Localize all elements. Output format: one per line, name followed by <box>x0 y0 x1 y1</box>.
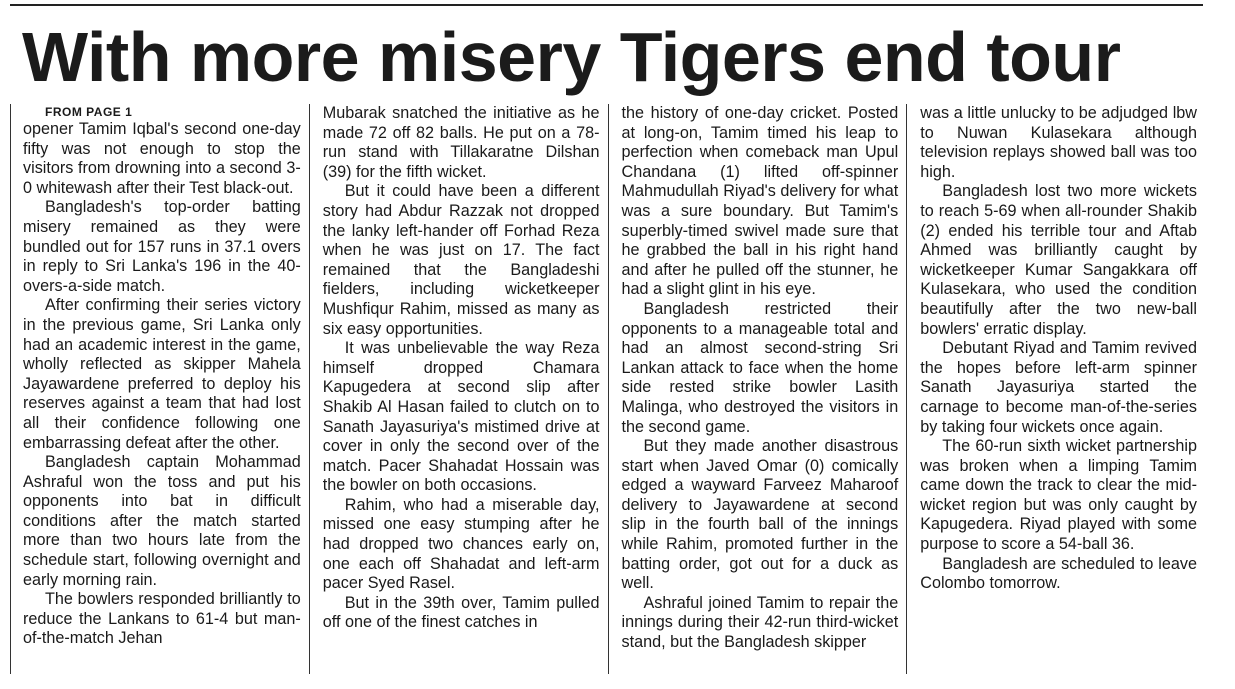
paragraph: But in the 39th over, Tamim pulled off one of the finest catches in <box>322 593 600 632</box>
paragraph: The bowlers responded brilliantly to reduce the Lankans to 61-4 but man-of-the-match Jehan <box>23 590 301 648</box>
paragraph: Bangladesh lost two more wickets to reach 5-69 when all-rounder Shakib (2) ended his terrible tour and Aftab Ahmed was brilliantly caught by wicketkeeper Kumar Sangakkara off Kulasekara, who used the condition beautifully after the two new-ball bowlers' erratic display. <box>920 182 1197 338</box>
paragraph: Bangladesh restricted their opponents to a manageable total and had an almost second-string Sri Lankan attack to face when the home side rested strike bowler Lasith Malinga, who destroyed the visitors in the second game. <box>621 299 899 436</box>
continuation-kicker: FROM PAGE 1 <box>45 105 133 119</box>
article-column-4 <box>906 104 1205 674</box>
paragraph: But they made another disastrous start when Javed Omar (0) comically edged a wayward Farveez Maharoof delivery to Jayawardene at second slip in the fourth ball of the innings while Rahim, promoted further in the batting order, got out for a duck as well. <box>621 437 899 593</box>
headline: With more misery Tigers end tour <box>22 18 1121 96</box>
paragraph: Bangladesh captain Mohammad Ashraful won the toss and put his opponents into bat in difficult conditions after the match started more than two hours late from the schedule start, following overnight and early morning rain. <box>23 453 301 589</box>
paragraph: The 60-run sixth wicket partnership was broken when a limping Tamim came down the track to clear the mid-wicket region but was only caught by Kapugedera. Riyad played with some purpose to score a 54-ball 36. <box>920 437 1197 554</box>
paragraph: opener Tamim Iqbal's second one-day fifty was not enough to stop the visitors from drowning into a second 3-0 whitewash after their Test black-out. <box>23 120 301 197</box>
paragraph: But it could have been a different story had Abdur Razzak not dropped the lanky left-hander off Forhad Reza when he was just on 17. The fact remained that the Bangladeshi fielders, including wicketkeeper Mushfiqur Rahim, missed as many as six easy opportunities. <box>322 182 600 338</box>
paragraph: After confirming their series victory in the previous game, Sri Lanka only had an academic interest in the game, wholly reflected as skipper Mahela Jayawardene preferred to deploy his reserves against a team that had lost all their confidence following one embarrassing defeat after the other. <box>23 296 301 452</box>
paragraph: Bangladesh are scheduled to leave Colombo tomorrow. <box>920 554 1197 593</box>
paragraph: Bangladesh's top-order batting misery remained as they were bundled out for 157 runs in 37.1 overs in reply to Sri Lanka's 196 in the 40-overs-a-side match. <box>23 198 301 295</box>
article-column-2 <box>309 104 608 674</box>
paragraph: It was unbelievable the way Reza himself dropped Chamara Kapugedera at second slip after Shakib Al Hasan failed to clutch on to Sanath Jayasuriya's mistimed drive at cover in only the second over of the match. Pacer Shahadat Hossain was the bowler on both occasions. <box>322 339 600 495</box>
paragraph: Debutant Riyad and Tamim revived the hopes before left-arm spinner Sanath Jayasuriya started the carnage to become man-of-the-series by taking four wickets once again. <box>920 339 1197 436</box>
paragraph: the history of one-day cricket. Posted at long-on, Tamim timed his leap to perfection when comeback man Upul Chandana (1) lifted off-spinner Mahmudullah Riyad's delivery for what was a sure boundary. But Tamim's superbly-timed swivel made sure that he grabbed the ball in his right hand and after he pulled off the stunner, he had a slight glint in his eye. <box>621 104 899 299</box>
paragraph: was a little unlucky to be adjudged lbw to Nuwan Kulasekara although television replays showed ball was too high. <box>920 104 1197 181</box>
article-column-1 <box>10 104 309 674</box>
article-body <box>10 104 1205 674</box>
paragraph: Ashraful joined Tamim to repair the innings during their 42-run third-wicket stand, but the Bangladesh skipper <box>621 593 899 652</box>
article-column-3 <box>608 104 907 674</box>
paragraph: Rahim, who had a miserable day, missed one easy stumping after he had dropped two chances early on, one each off Shahadat and left-arm pacer Syed Rasel. <box>322 495 600 593</box>
paragraph: Mubarak snatched the initiative as he made 72 off 82 balls. He put on a 78-run stand with Tillakaratne Dilshan (39) for the fifth wicket. <box>322 104 600 181</box>
top-rule <box>10 4 1203 6</box>
